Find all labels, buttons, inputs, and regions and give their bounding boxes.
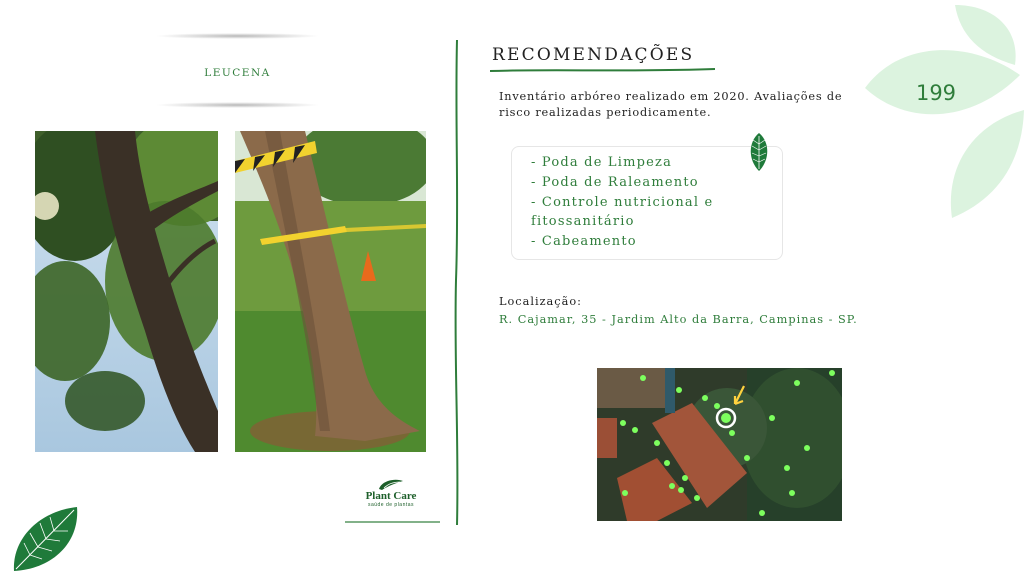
leaf-icon bbox=[376, 478, 406, 490]
logo-brand: Plant Care bbox=[365, 490, 417, 502]
leaf-icon bbox=[748, 132, 770, 172]
recommendations-list bbox=[531, 153, 751, 252]
tree-trunk-photo bbox=[235, 131, 426, 452]
plant-care-logo bbox=[356, 478, 426, 523]
recommendation-item: - Controle nutricional e fitossanitário bbox=[531, 194, 714, 230]
card-shadow-top bbox=[155, 33, 320, 39]
inventory-text: Inventário arbóreo realizado em 2020. Avaliações de risco realizadas periodicamente. bbox=[499, 90, 843, 119]
leaf-icon bbox=[10, 503, 82, 576]
aerial-map bbox=[597, 368, 842, 521]
logo-underline bbox=[345, 521, 440, 523]
recommendation-item: - Poda de Limpeza bbox=[531, 155, 673, 170]
title-card bbox=[155, 33, 320, 108]
logo-tagline: saúde de plantas bbox=[367, 502, 415, 508]
species-title: LEUCENA bbox=[204, 67, 271, 79]
recommendation-item: - Poda de Raleamento bbox=[531, 174, 699, 190]
location-address: R. Cajamar, 35 - Jardim Alto da Barra, Campinas - SP. bbox=[499, 313, 858, 326]
vertical-divider bbox=[452, 40, 462, 525]
card-shadow-bottom bbox=[155, 102, 320, 108]
recommendation-item: - Cabeamento bbox=[531, 234, 637, 250]
page-number: 199 bbox=[915, 81, 957, 105]
recommendations-heading: RECOMENDAÇÕES bbox=[492, 45, 695, 65]
location-label: Localização: bbox=[499, 295, 582, 308]
tree-canopy-photo bbox=[35, 131, 218, 452]
heading-underline bbox=[490, 66, 715, 74]
